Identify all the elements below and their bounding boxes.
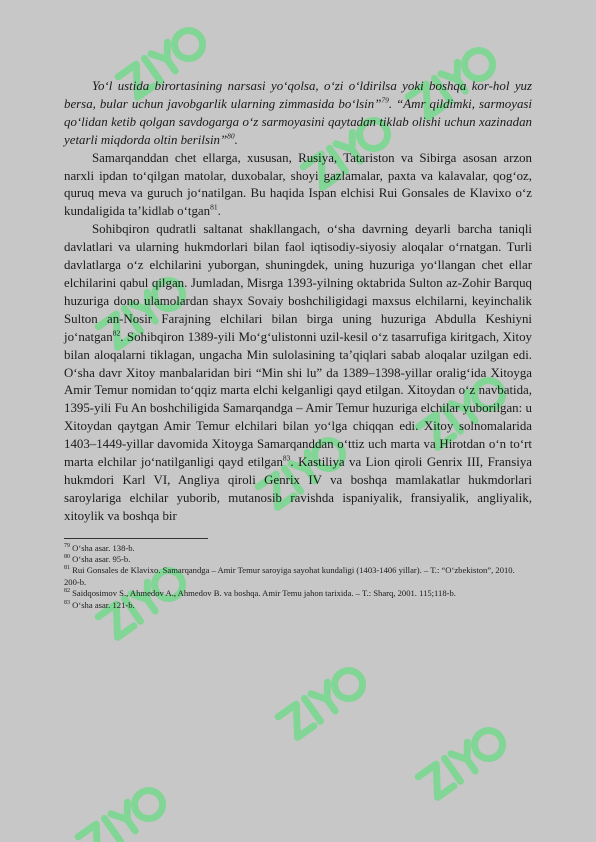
footnote-reference[interactable]: 79 (381, 95, 389, 105)
footnote-reference[interactable]: 80 (227, 131, 235, 141)
body-paragraph (64, 150, 532, 222)
footnote-text: O‘sha asar. 95-b. (70, 554, 131, 565)
footnotes (64, 543, 532, 611)
footnote-item (64, 600, 532, 611)
footnote-text: Saidqosimov S., Ahmedov A., Ahmedov B. va boshqa. Amir Temu jahon tarixida. – T.: Sharq, 2001. 115;118-b. (70, 588, 456, 599)
footnote-item (64, 554, 532, 565)
document-page (64, 78, 532, 611)
footnote-item (64, 565, 532, 588)
paragraph-text: . “Amr qildimki, sarmoyasi qo‘lidan ketib qolgan savdogarga o‘z sarmoyasini qaytadan tiklab olishi uchun xazinadan yetarli miqdorda oltin berilsin” (64, 96, 532, 147)
footnote-text: O‘sha asar. 138-b. (70, 542, 135, 553)
paragraph-text: Samarqanddan chet ellarga, xususan, Rusiya, Tatariston va Sibirga asosan arzon narxli ipdan to‘qilgan matolar, duxobalar, shoyi gazlamalar, paxta va kalavalar, qog‘oz, quruq meva va guruch jo‘natilgan. Bu haqida Ispan elchisi Rui Gonsales de Klavixo o‘z kundaligida ta’kidlab o‘tgan (64, 150, 532, 219)
footnote-separator (64, 538, 208, 539)
footnote-item (64, 588, 532, 599)
paragraph-text: . Sohibqiron 1389-yili Mo‘g‘ulistonni uzil-kesil o‘z tasarrufiga kiritgach, Xitoy bilan aloqalarni tiklagan, ungacha Min sulolasining ta’qiqlari sabab aloqalar uzilgan edi. O‘sha davr Xitoy manbalaridan biri “Min shi lu” da 1389–1398-yillar oralig‘ida Xitoyga Amir Temur nomidan to‘qqiz marta elchi kelganligi qayd etilgan. Xitoydan o‘z navbatida, 1395-yili Fu An boshchiligida Samarqandga – Amir Temur huzuriga elchilar yuborilgan: u Xitoydan qaytgan Amir Temur elchilari bilan yo‘lga chiqqan edi. Xitoy solnomalarida 1403–1449-yillar davomida Xitoyga Samarqanddan o‘ttiz uch marta va Hirotdan o‘n to‘rt marta elchilar jo‘natilganligi qayd etilgan (64, 329, 532, 470)
footnote-reference[interactable]: 83 (282, 453, 291, 463)
footnote-item (64, 543, 532, 554)
footnote-text: Rui Gonsales de Klavixo. Samarqandga – Amir Temur saroyiga sayohat kundaligi (1403-1406 yillar). – T.: “O‘zbekiston”, 2010. 200-b. (64, 565, 515, 587)
footnote-number: 79 (64, 542, 70, 549)
footnote-text: O‘sha asar. 121-b. (70, 599, 135, 610)
watermark-logo-icon (404, 701, 537, 819)
footnote-number: 81 (64, 565, 70, 572)
footnote-reference[interactable]: 81 (210, 203, 218, 213)
footnote-number: 80 (64, 554, 70, 561)
watermark-logo-icon (64, 761, 197, 842)
paragraph-text: Yo‘l ustida birortasining narsasi yo‘qolsa, o‘zi o‘ldirilsa yoki boshqa kor-hol yuz bersa, bular uchun javobgarlik ularning zimmasida bo‘lsin” (64, 79, 532, 111)
paragraph-text: . (217, 204, 221, 219)
footnote-number: 83 (64, 599, 70, 606)
paragraph-text: . Kastiliya va Lion qiroli Genrix III, Fransiya hukmdori Karl VI, Angliya qiroli Genrix IV va boshqa mamlakatlar hukmdorlari saroylariga elchilar yuborib, mutanosib ravishda ispaniyalik, fransiyalik, angliyalik, xitoylik va boshqa bir (64, 455, 532, 523)
body-paragraph (64, 221, 532, 525)
footnote-number: 82 (64, 588, 70, 595)
watermark-logo-icon (264, 641, 397, 759)
footnote-reference[interactable]: 82 (112, 328, 121, 338)
body-paragraph (64, 78, 532, 150)
body-text (64, 78, 532, 526)
paragraph-text: . (234, 132, 238, 147)
paragraph-text: Sohibqiron qudratli saltanat shakllangach, o‘sha davrning deyarli barcha taniqli davlatlari va ularning hukmdorlari bilan faol iqtisodiy-siyosiy aloqalar o‘rnatgan. Turli davlatlarga o‘z elchilarini yuborgan, shuningdek, uning huzuriga yo‘llangan chet ellar elchilarini qabul qilgan. Jumladan, Misrga 1393-yilning oktabrida Sulton az-Zohir Barquq huzuriga dono ulamolardan shayx Sovaiy boshchiligidagi maxsus elchilarni, keyinchalik Sulton an-Nosir Farajning elchilari bilan birga uning huzuriga Abdulla Keshiyni jo‘natgan (64, 222, 532, 344)
